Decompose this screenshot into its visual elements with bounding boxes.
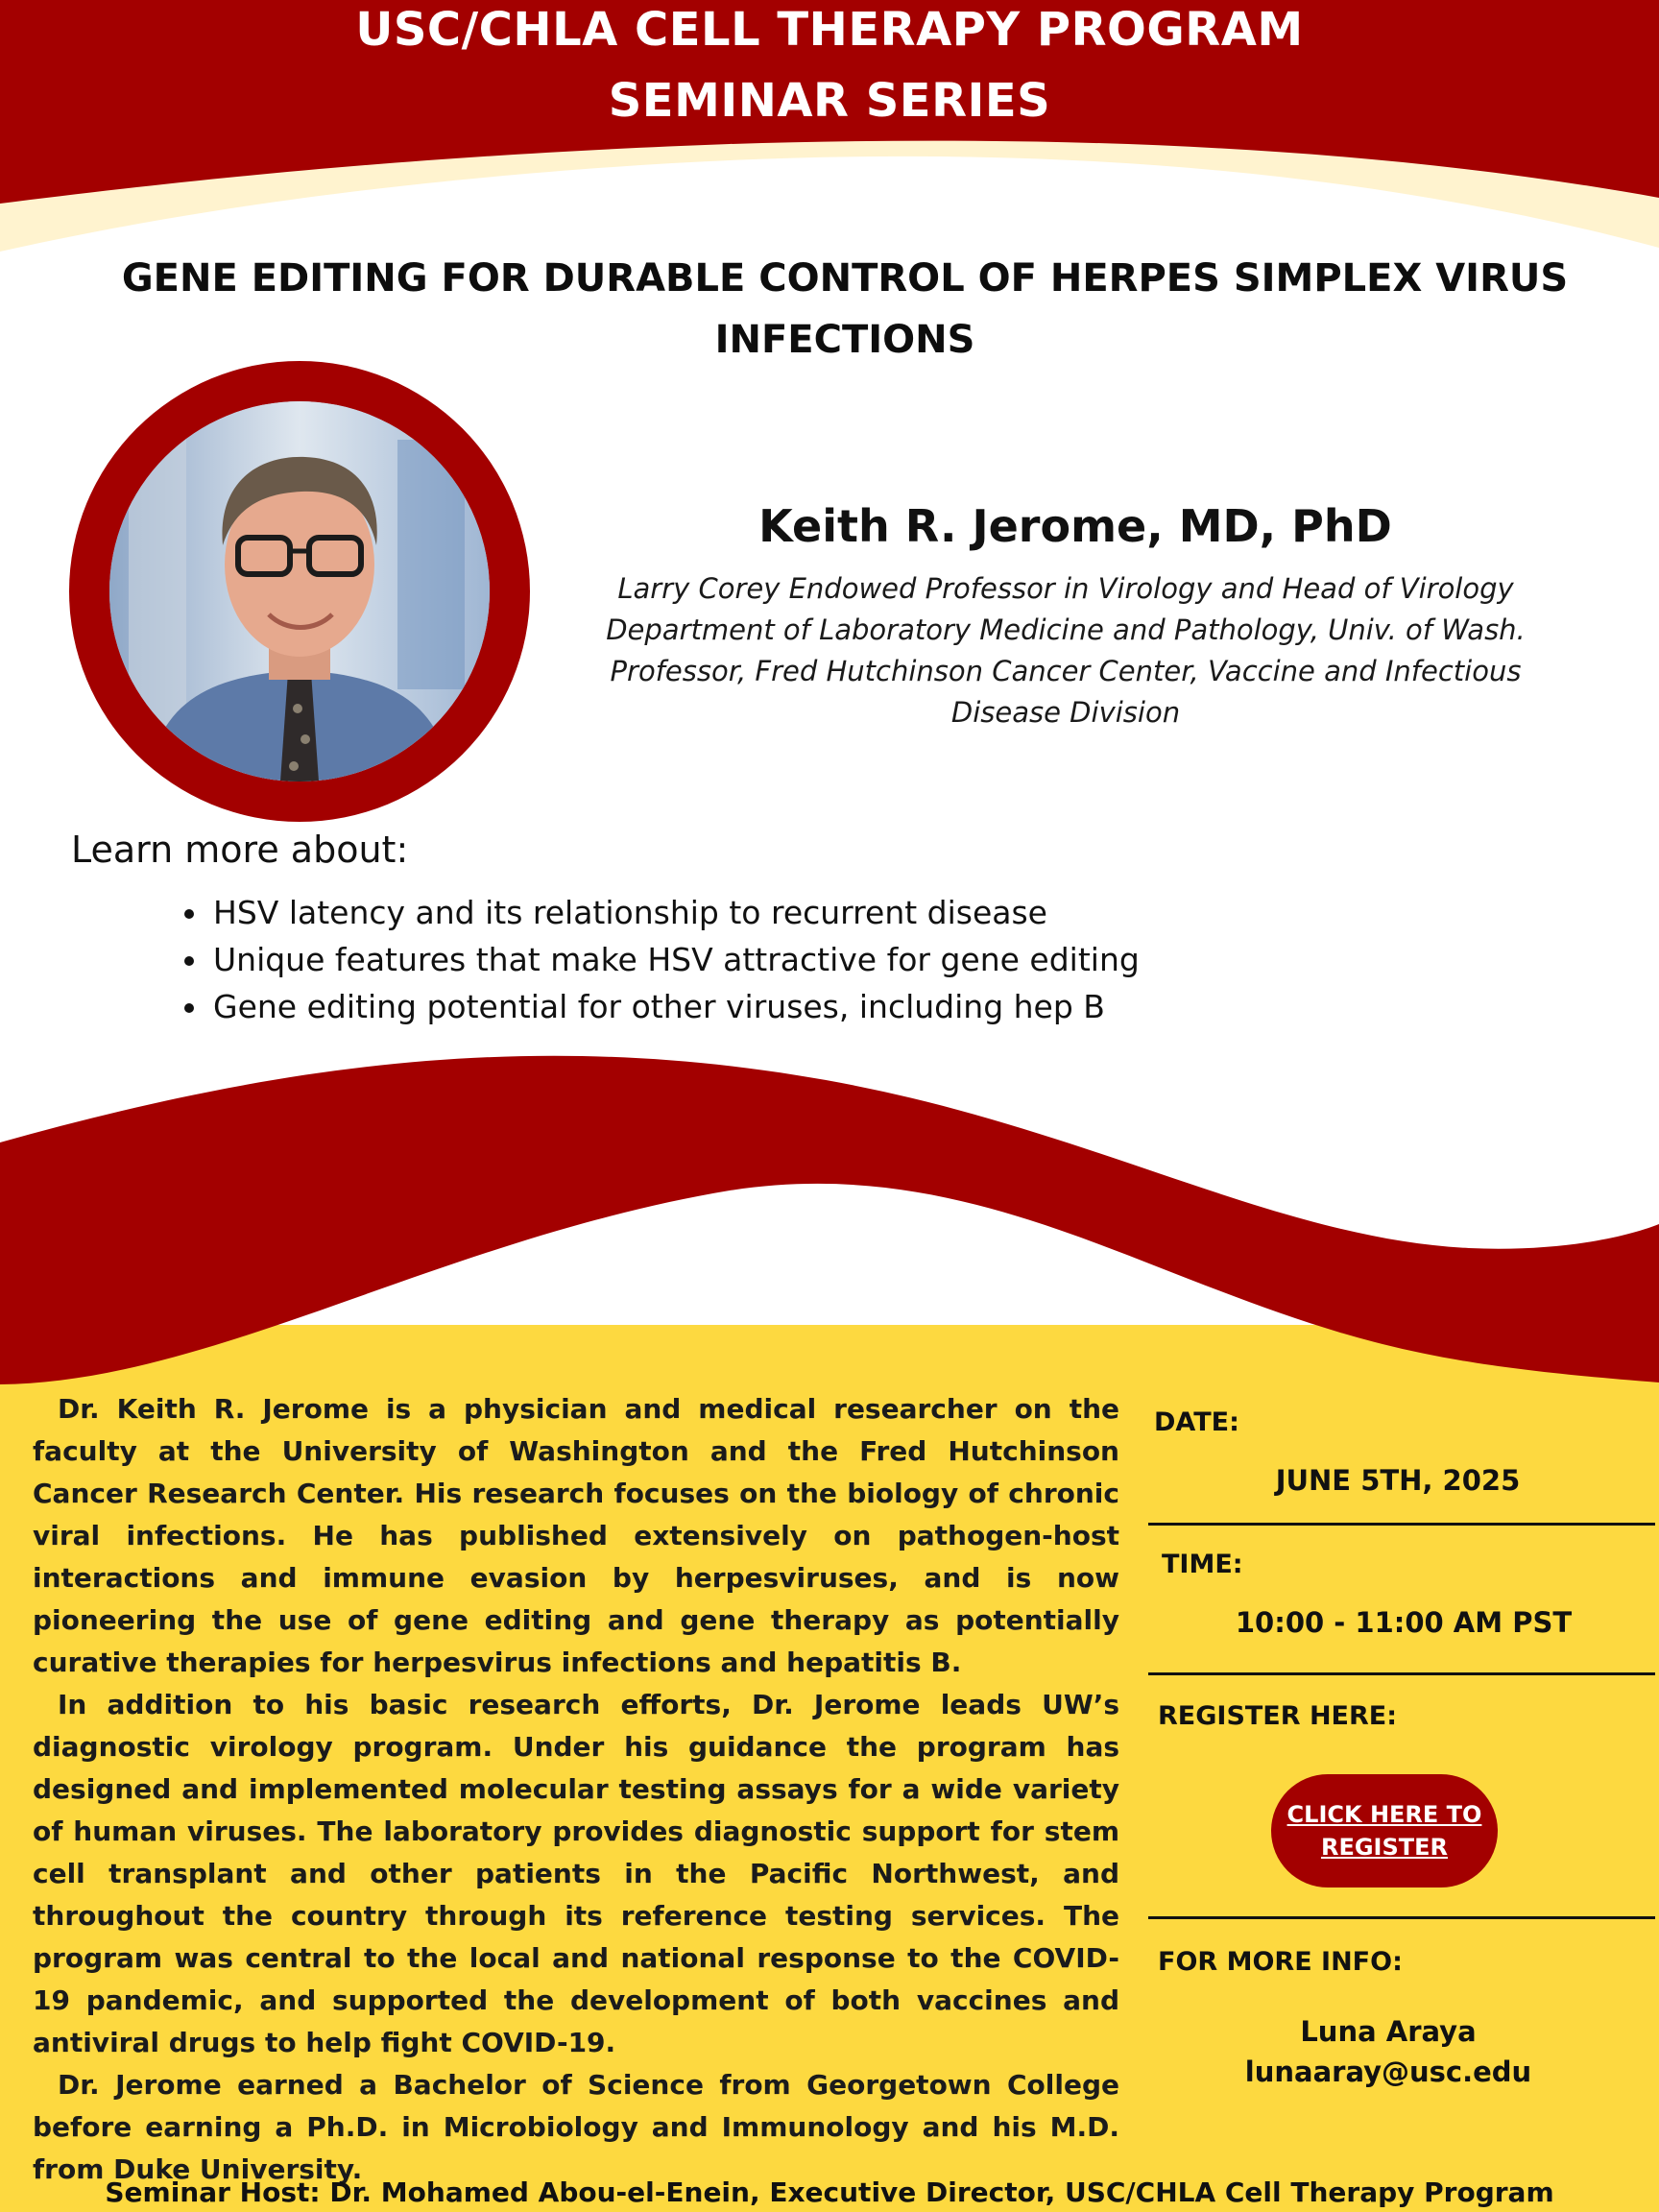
time-label: TIME: [1162,1550,1243,1579]
register-label: REGISTER HERE: [1158,1701,1398,1731]
affiliation-line: Disease Division [950,696,1181,729]
speaker-photo [109,401,490,781]
contact-name: Luna Araya [1300,2015,1477,2048]
learn-more-heading: Learn more about: [71,829,409,871]
series-title: SEMINAR SERIES [608,74,1051,128]
program-title: USC/CHLA CELL THERAPY PROGRAM [355,3,1304,57]
divider [1148,1672,1655,1675]
date-value: JUNE 5TH, 2025 [1275,1464,1521,1497]
register-button[interactable]: CLICK HERE TO REGISTER [1271,1774,1498,1887]
talk-title: GENE EDITING FOR DURABLE CONTROL OF HERPES SIMPLEX VIRUS INFECTIONS [121,256,1569,362]
speaker-bio [33,1388,1119,2191]
list-item: Gene editing potential for other viruses, including hep B [173,983,1140,1030]
speaker-name: Keith R. Jerome, MD, PhD [758,500,1392,552]
bio-paragraph: In addition to his basic research efforts, Dr. Jerome leads UW’s diagnostic virology program. Under his guidance the program has designed and implemented molecular testing assays for a wide variety of human viruses. The laboratory provides diagnostic support for stem cell transplant and other patients in the Pacific Northwest, and throughout the country through its reference testing services. The program was central to the local and national response to the COVID-19 pandemic, and supported the development of both vaccines and antiviral drugs to help fight COVID-19. [33,1689,1119,2058]
bio-paragraph: Dr. Keith R. Jerome is a physician and medical researcher on the faculty at the University of Washington and the Fred Hutchinson Cancer Research Center. His research focuses on the biology of chronic viral infections. He has published extensively on pathogen-host interactions and immune evasion by herpesviruses, and is now pioneering the use of gene editing and gene therapy as potentially curative therapies for herpesvirus infections and hepatitis B. [33,1393,1119,1678]
affiliation-line: Department of Laboratory Medicine and Pathology, Univ. of Wash. [606,613,1526,646]
more-info-label: FOR MORE INFO: [1158,1947,1403,1977]
divider [1148,1523,1655,1526]
time-value: 10:00 - 11:00 AM PST [1235,1606,1573,1639]
list-item: HSV latency and its relationship to recurrent disease [173,889,1140,936]
list-item: Unique features that make HSV attractive for gene editing [173,936,1140,983]
affiliation-line: Professor, Fred Hutchinson Cancer Center, Vaccine and Infectious [610,655,1522,687]
date-label: DATE: [1154,1407,1239,1437]
bio-paragraph: Dr. Jerome earned a Bachelor of Science from Georgetown College before earning a Ph.D. in Microbiology and Immunology and his M.D. from Duke University. [33,2069,1119,2185]
contact-email[interactable]: lunaaray@usc.edu [1244,2056,1532,2088]
speaker-affiliation [538,568,1594,733]
divider [1148,1916,1655,1919]
seminar-host: Seminar Host: Dr. Mohamed Abou-el-Enein, Executive Director, USC/CHLA Cell Therapy Program [105,2176,1554,2208]
learn-more-list [173,889,1140,1030]
affiliation-line: Larry Corey Endowed Professor in Virology and Head of Virology [617,572,1514,605]
